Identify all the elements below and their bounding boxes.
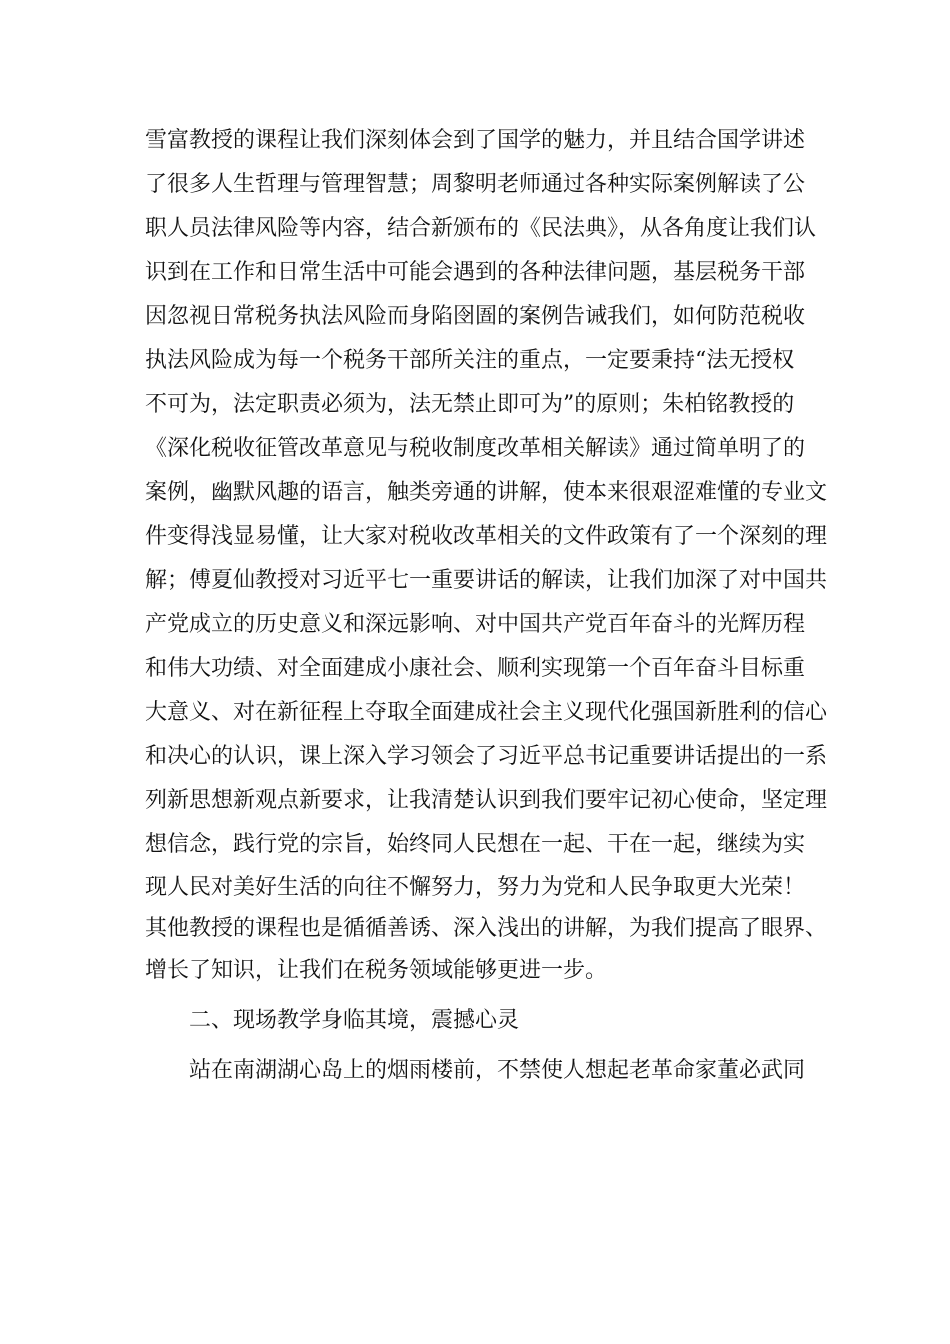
paragraph-line: 站在南湖湖心岛上的烟雨楼前，不禁使人想起老革命家董必武同 <box>189 1058 806 1083</box>
paragraph-line: 职人员法律风险等内容，结合新颁布的《民法典》，从各角度让我们认 <box>145 216 817 241</box>
paragraph-line: 现人民对美好生活的向往不懈努力，努力为党和人民争取更大光荣！ <box>145 875 806 900</box>
paragraph-line: 雪富教授的课程让我们深刻体会到了国学的魅力，并且结合国学讲述 <box>145 128 806 153</box>
body-text <box>145 119 835 1093</box>
paragraph-line: 执法风险成为每一个税务干部所关注的重点，一定要秉持“法无授权 <box>145 348 795 373</box>
paragraph-line: 想信念，践行党的宗旨，始终同人民想在一起、干在一起，继续为实 <box>145 832 806 857</box>
paragraph-line: 了很多人生哲理与管理智慧；周黎明老师通过各种实际案例解读了公 <box>145 172 806 197</box>
paragraph-line: 因忽视日常税务执法风险而身陷囹圄的案例告诫我们，如何防范税收 <box>145 304 806 329</box>
paragraph-line: 识到在工作和日常生活中可能会遇到的各种法律问题，基层税务干部 <box>145 260 806 285</box>
paragraph-line: 列新思想新观点新要求，让我清楚认识到我们要牢记初心使命，坚定理 <box>145 788 828 813</box>
paragraph-line: 其他教授的课程也是循循善诱、深入浅出的讲解，为我们提高了眼界、 <box>145 916 828 941</box>
paragraph-line: 解；傅夏仙教授对习近平七一重要讲话的解读，让我们加深了对中国共 <box>145 568 828 593</box>
paragraph-line: 件变得浅显易懂，让大家对税收改革相关的文件政策有了一个深刻的理 <box>145 524 828 549</box>
paragraph-line: 大意义、对在新征程上夺取全面建成社会主义现代化强国新胜利的信心 <box>145 700 828 725</box>
paragraph-line: 《深化税收征管改革意见与税收制度改革相关解读》通过简单明了的 <box>145 436 806 461</box>
paragraph-line: 产党成立的历史意义和深远影响、对中国共产党百年奋斗的光辉历程 <box>145 612 806 637</box>
paragraph-line: 不可为，法定职责必须为，法无禁止即可为”的原则；朱柏铭教授的 <box>145 392 795 417</box>
paragraph-line: 案例，幽默风趣的语言，触类旁通的讲解，使本来很艰涩难懂的专业文 <box>145 480 828 505</box>
paragraph-line: 和决心的认识，课上深入学习领会了习近平总书记重要讲话提出的一系 <box>145 744 828 769</box>
section-heading: 二、现场教学身临其境，震撼心灵 <box>189 1008 520 1033</box>
paragraph-line: 和伟大功绩、对全面建成小康社会、顺利实现第一个百年奋斗目标重 <box>145 656 806 681</box>
paragraph-line: 增长了知识，让我们在税务领域能够更进一步。 <box>145 958 608 983</box>
